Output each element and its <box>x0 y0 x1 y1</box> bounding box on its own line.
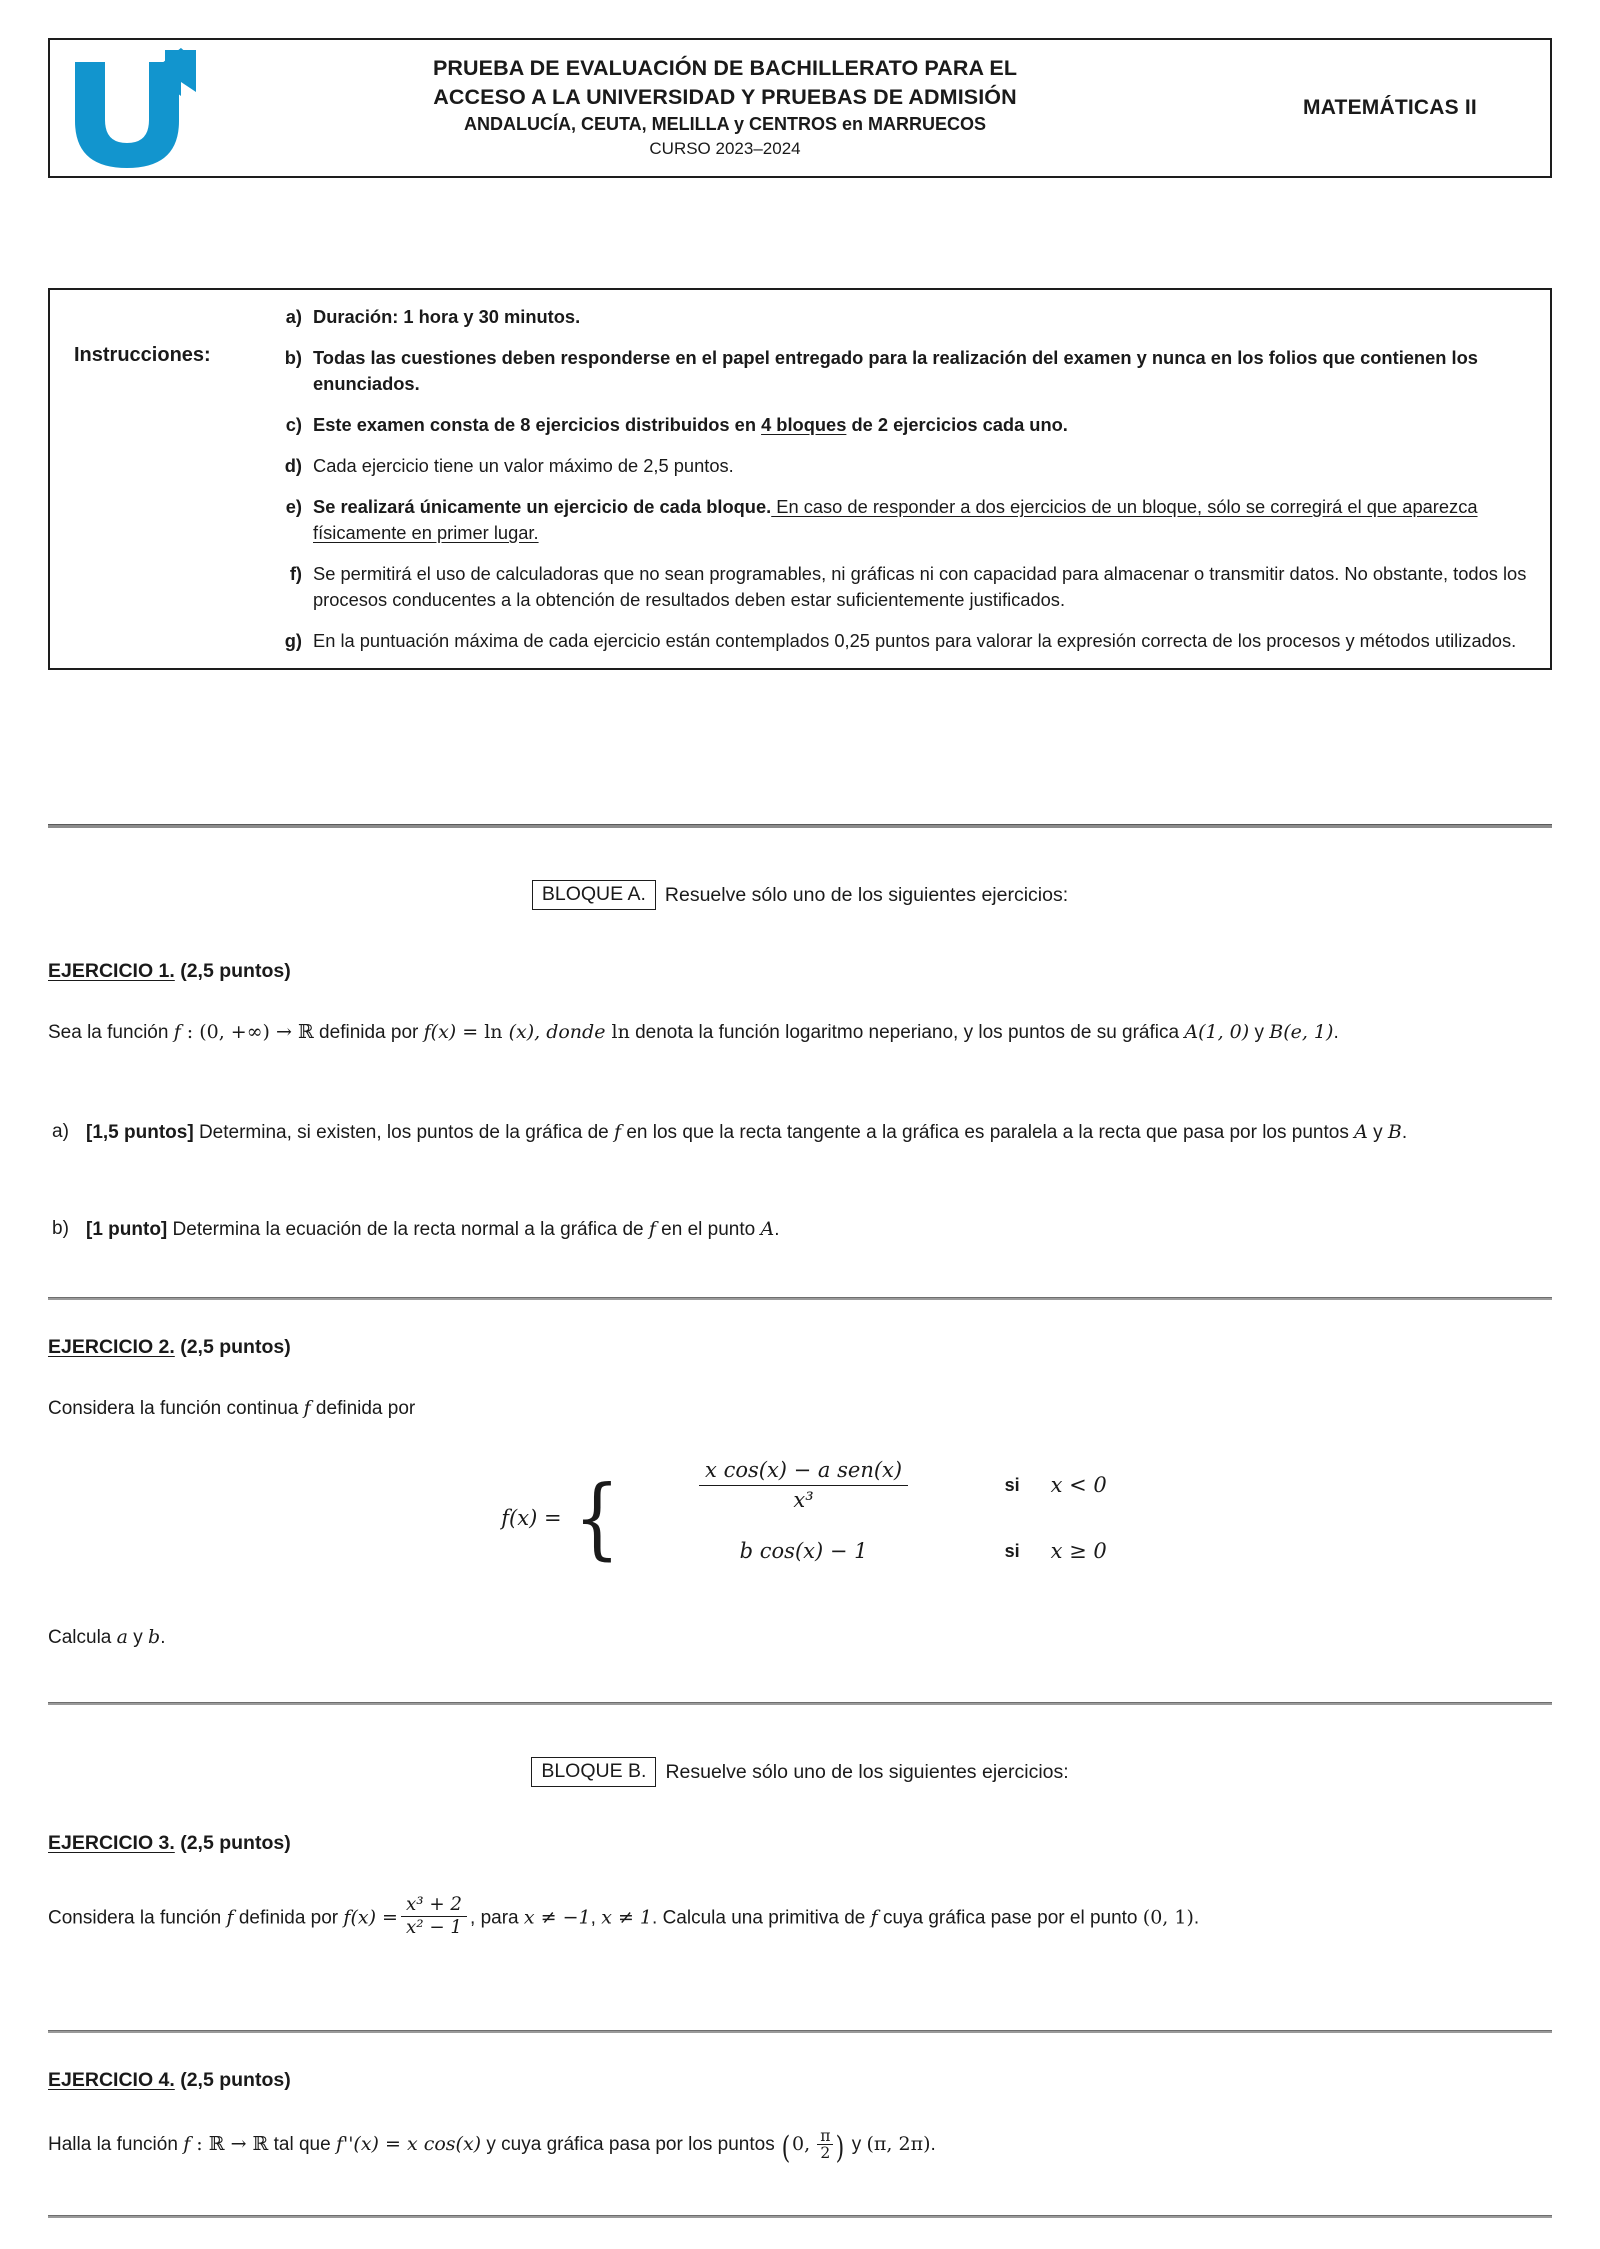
ex1-item-a-text2: en los que la recta tangente a la gráfica es paralela a la recta que pasa por los puntos <box>621 1122 1355 1143</box>
ex3-condition-2: x ≠ 1 <box>601 1906 653 1929</box>
separator-rule-after-ex1 <box>48 1297 1552 1300</box>
instructions-label: Instrucciones: <box>74 344 211 366</box>
exercise-2-closing <box>48 1623 1560 1653</box>
ex2-row2-si: si <box>1004 1540 1020 1561</box>
ex4-text2: : <box>190 2132 209 2155</box>
ex2-closing1: Calcula <box>48 1627 117 1648</box>
instruction-item-a <box>283 304 1532 330</box>
ex3-text7: . <box>1193 1907 1200 1929</box>
exercise-4-title-points: (2,5 puntos) <box>174 2069 291 2091</box>
exercise-1-title <box>48 960 291 983</box>
instruction-text: Duración: 1 hora y 30 minutos. <box>313 306 581 327</box>
ex4-text4: tal que <box>268 2133 336 2155</box>
ex4-text8: . <box>930 2133 936 2155</box>
instruction-text <box>313 494 1532 546</box>
header-title-line1: PRUEBA DE EVALUACIÓN DE BACHILLERATO PARA EL <box>432 56 1018 81</box>
ex2-intro1: Considera la función continua <box>48 1398 304 1419</box>
ex3-condition-1: x ≠ −1 <box>523 1906 591 1929</box>
ex2-row1-si: si <box>1004 1474 1020 1495</box>
ex4-point1-fraction-numerator: π <box>820 2127 831 2145</box>
instruction-item-b <box>283 345 1532 397</box>
ex2-row1-condition <box>979 1473 1107 1497</box>
exercise-1-title-points: (2,5 puntos) <box>174 960 291 982</box>
exercise-1-statement <box>48 1018 1558 1048</box>
ex1-item-a-f: f <box>614 1121 622 1143</box>
instruction-text-bold: Se realizará únicamente un ejercicio de cada bloque. <box>313 495 772 517</box>
instruction-text <box>313 412 1532 438</box>
ex2-row2-condition <box>979 1539 1107 1563</box>
ex3-fraction-denominator: x² − 1 <box>401 1916 467 1938</box>
ex1-item-b-points: [1 punto] <box>86 1219 168 1240</box>
bloque-a-tag: BLOQUE A. <box>532 880 656 910</box>
ex1-point-B: B(e, 1) <box>1269 1021 1334 1043</box>
ex2-formula-lhs: f(x) = <box>501 1506 562 1530</box>
exercise-4-title <box>48 2069 291 2092</box>
ex4-point2: (π, 2π) <box>866 2132 931 2155</box>
instruction-letter: d) <box>284 454 302 476</box>
ex1-item-a-A: A <box>1354 1121 1368 1143</box>
exercise-3-title <box>48 1832 291 1855</box>
exercise-2-title-points: (2,5 puntos) <box>174 1336 291 1358</box>
ex2-formula-row-2 <box>629 1518 1107 1584</box>
ex4-point1-fraction <box>817 2128 833 2162</box>
ex2-row1-inequality: x < 0 <box>1050 1473 1107 1497</box>
ex3-text5: . Calcula una primitiva de <box>652 1907 871 1929</box>
instruction-text-underlined: 4 bloques <box>761 413 847 435</box>
ex4-R2: ℝ <box>252 2132 269 2155</box>
ex2-closing2: y <box>127 1627 149 1648</box>
ex2-formula-row-1 <box>629 1452 1107 1518</box>
ex3-f: f <box>226 1906 234 1929</box>
logo-u-arrow-icon <box>65 48 215 168</box>
ex4-text7: y <box>846 2133 867 2155</box>
ex1-intro-part3: definida por <box>313 1022 424 1043</box>
header-title-line4: CURSO 2023–2024 <box>649 139 801 159</box>
ex4-text3: → <box>224 2132 253 2155</box>
exercise-4-title-label: EJERCICIO 4. <box>48 2069 175 2091</box>
ex4-point1-fraction-denominator: 2 <box>817 2144 833 2161</box>
ex4-f: f <box>183 2132 191 2155</box>
ex4-fpp: f''(x) <box>335 2132 379 2155</box>
separator-rule-under-instructions <box>48 824 1552 828</box>
ex1-intro-part5: (x), donde <box>502 1021 612 1043</box>
instruction-text: En la puntuación máxima de cada ejercicio están contemplados 0,25 puntos para valorar la expresión correcta de los procesos y métodos utilizados. <box>313 629 1517 651</box>
bloque-a-description: Resuelve sólo uno de los siguientes ejercicios: <box>664 883 1069 906</box>
instruction-letter: g) <box>284 629 302 651</box>
ex2-var-a: a <box>116 1626 128 1648</box>
exercise-2-title-label: EJERCICIO 2. <box>48 1336 175 1358</box>
ex2-formula-brace: { <box>573 1465 620 1569</box>
ex1-ln: ln <box>484 1021 503 1043</box>
exercise-1-item-a <box>48 1118 1560 1148</box>
ex1-item-b-text <box>86 1215 1560 1245</box>
exam-header <box>48 38 1552 178</box>
ex3-text4: , <box>590 1907 602 1929</box>
ex1-intro-part2: : (0, +∞) → <box>180 1021 298 1043</box>
instruction-text-pre: Este examen consta de 8 ejercicios distribuidos en <box>313 413 762 435</box>
instruction-text-underlined: En caso de responder a dos ejercicios de un bloque, sólo se corregirá el que aparezca físicamente en primer lugar. <box>313 495 1478 543</box>
ex1-item-b-letter: b) <box>52 1218 69 1239</box>
instruction-letter: e) <box>285 495 302 517</box>
ex1-item-a-B: B <box>1387 1121 1402 1143</box>
ex4-text5: = <box>378 2132 407 2155</box>
header-title-group <box>230 54 1230 161</box>
instruction-item-e <box>283 494 1532 546</box>
subject-label: MATEMÁTICAS II <box>1303 96 1477 119</box>
ex4-R1: ℝ <box>208 2132 225 2155</box>
exercise-2-piecewise-formula <box>48 1452 1560 1584</box>
ex4-point1-close-paren: ) <box>836 2130 845 2167</box>
ex3-fx: f(x) = <box>343 1906 398 1929</box>
ex4-text1: Halla la función <box>48 2133 184 2155</box>
ex2-closing3: . <box>160 1627 166 1648</box>
ex3-text3: , para <box>470 1907 524 1929</box>
ex1-intro-part7: y <box>1249 1022 1270 1043</box>
universidad-logo-icon <box>50 48 230 168</box>
exercise-3-title-label: EJERCICIO 3. <box>48 1832 175 1854</box>
instructions-list <box>283 304 1532 656</box>
ex1-fx: f(x) <box>423 1021 457 1043</box>
ex4-rhs: x cos(x) <box>406 2132 482 2155</box>
ex1-item-a-letter: a) <box>52 1121 69 1142</box>
instruction-text: Todas las cuestiones deben responderse en el papel entregado para la realización del examen y nunca en los folios que contienen los enunciados. <box>313 346 1478 394</box>
ex1-item-b-f: f <box>648 1218 656 1240</box>
bloque-b-tag: BLOQUE B. <box>531 1757 656 1787</box>
instruction-text-post: de 2 ejercicios cada uno. <box>846 413 1068 435</box>
instruction-item-f <box>283 561 1532 613</box>
bloque-b-description: Resuelve sólo uno de los siguientes ejercicios: <box>665 1760 1069 1783</box>
separator-rule-after-ex3 <box>48 2030 1552 2033</box>
ex3-text6: cuya gráfica pase por el punto <box>877 1907 1143 1929</box>
ex2-intro2: definida por <box>310 1398 416 1419</box>
instruction-item-c <box>283 412 1532 438</box>
ex2-row1-numerator: x cos(x) − a sen(x) <box>705 1457 903 1482</box>
ex1-item-a-text4: . <box>1401 1122 1408 1143</box>
ex4-point1-open-paren: ( <box>781 2130 791 2167</box>
ex3-point: (0, 1) <box>1142 1906 1194 1929</box>
exercise-3-statement <box>48 1895 1560 1939</box>
ex1-item-a-text1: Determina, si existen, los puntos de la gráfica de <box>193 1122 615 1143</box>
ex4-point1-first: 0, <box>792 2132 817 2155</box>
bloque-a-heading <box>48 880 1552 910</box>
ex1-ln2: ln <box>611 1021 630 1043</box>
ex1-intro-part4: = <box>456 1021 485 1043</box>
ex2-row1-denominator: x³ <box>699 1485 908 1513</box>
ex1-item-b-text1: Determina la ecuación de la recta normal a la gráfica de <box>167 1219 649 1240</box>
ex1-item-b-A: A <box>760 1218 775 1240</box>
exercise-1-title-label: EJERCICIO 1. <box>48 960 175 982</box>
ex1-intro-part8: . <box>1333 1022 1339 1043</box>
instruction-letter: f) <box>289 562 302 584</box>
ex1-intro-part1: Sea la función <box>48 1022 174 1043</box>
instruction-text: Cada ejercicio tiene un valor máximo de 2,5 puntos. <box>313 454 734 476</box>
exercise-3-title-points: (2,5 puntos) <box>174 1832 291 1854</box>
header-title-line3: ANDALUCÍA, CEUTA, MELILLA y CENTROS en MARRUECOS <box>464 114 986 134</box>
ex3-text1: Considera la función <box>48 1907 227 1929</box>
ex3-f2: f <box>870 1906 878 1929</box>
ex3-text2: definida por <box>233 1907 344 1929</box>
ex2-row2-expression: b cos(x) − 1 <box>739 1539 868 1563</box>
ex1-point-A: A(1, 0) <box>1184 1021 1250 1043</box>
ex3-fraction-numerator: x³ + 2 <box>405 1894 463 1915</box>
instruction-text: Se permitirá el uso de calculadoras que no sean programables, ni gráficas ni con capacidad para almacenar o transmitir datos. No obstante, todos los procesos conducentes a la obtención de resultados deben estar suficientemente justificados. <box>313 562 1527 610</box>
exercise-1-item-b <box>48 1215 1560 1245</box>
ex1-item-a-points: [1,5 puntos] <box>86 1122 194 1143</box>
instruction-item-g <box>283 628 1532 654</box>
header-title-line2: ACCESO A LA UNIVERSIDAD Y PRUEBAS DE ADMISIÓN <box>433 84 1017 109</box>
instruction-letter: b) <box>284 346 302 368</box>
ex1-item-a-text3: y <box>1367 1122 1388 1143</box>
ex2-f: f <box>303 1397 311 1419</box>
ex1-item-b-text3: . <box>774 1219 780 1240</box>
ex2-row1-expression <box>629 1458 979 1513</box>
separator-rule-after-ex2 <box>48 1702 1552 1705</box>
ex4-text6: y cuya gráfica pasa por los puntos <box>481 2133 780 2155</box>
ex2-var-b: b <box>148 1626 161 1648</box>
instruction-letter: a) <box>285 306 302 327</box>
ex1-item-b-text2: en el punto <box>655 1219 761 1240</box>
instruction-letter: c) <box>285 413 302 435</box>
ex1-intro-part6: denota la función logaritmo neperiano, y los puntos de su gráfica <box>629 1022 1185 1043</box>
ex2-row2-inequality: x ≥ 0 <box>1050 1539 1107 1563</box>
instructions-box <box>48 288 1552 670</box>
bloque-b-heading <box>48 1757 1552 1787</box>
instruction-item-d <box>283 453 1532 479</box>
ex1-item-a-text <box>86 1118 1560 1148</box>
ex3-fraction <box>401 1895 467 1939</box>
separator-rule-after-ex4 <box>48 2215 1552 2218</box>
exercise-2-statement <box>48 1394 1560 1424</box>
ex1-R: ℝ <box>297 1021 314 1043</box>
exercise-2-title <box>48 1336 291 1359</box>
exercise-4-statement <box>48 2127 1560 2167</box>
ex1-f: f <box>173 1021 181 1043</box>
